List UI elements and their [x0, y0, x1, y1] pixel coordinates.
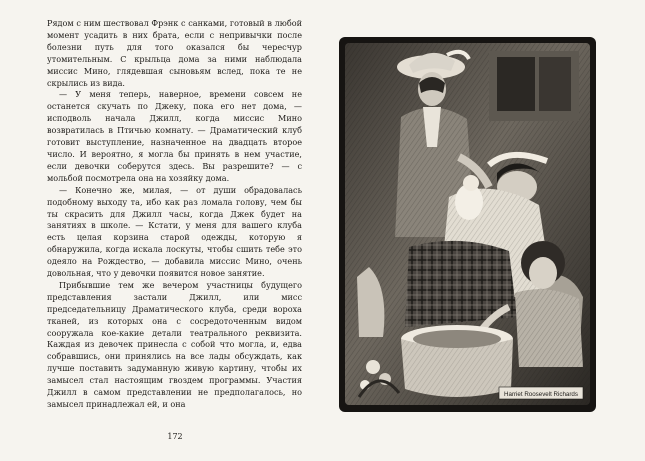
illustration: [339, 37, 596, 412]
artist-signature: Harriet Roosevelt Richards: [504, 391, 578, 398]
paragraph: Рядом с ним шествовал Фрэнк с санками, готовый в любой момент усадить в них брата, если с непривычки после болезни путь для того оказался бы чересчур утомительным. С крыльца дома за ними наблюдала миссис Мино, глядевшая сыновьям вслед, пока те не скрылись из вида.: [47, 18, 302, 88]
page-number: 172: [167, 432, 183, 441]
paragraph: Прибывшие тем же вечером участницы будущего представления застали Джилл, или мисс председательницу Драматического клуба, среди вороха тканей, из которых она с сосредоточенным видом сооружала кое-какие детали театрального реквизита. Каждая из девочек принесла с собой что могла, и, едва собравшись, они принялись на все лады обсуждать, как лучше поставить задуманную живую картину, чтобы их замысел стал настоящим гвоздем программы. Участия Джилл в самом представлении не предполагалось, но замысел принадлежал ей, и она: [47, 279, 302, 409]
paragraph: — У меня теперь, наверное, времени совсем не останется скучать по Джеку, пока его нет дома, — исподволь начала Джилл, когда миссис Мино возвратилась в Птичью комнату. — Драматический клуб готовит выступление, назначенное на двадцать второе число. И вероятно, я могла бы принять в нем участие, если девочки соберутся здесь. Вы разрешите? — с мольбой посмотрела она на хозяйку дома.: [47, 89, 302, 183]
text-column: [47, 18, 302, 411]
paragraph: — Конечно же, милая, — от души обрадовалась подобному выходу та, ибо как раз ломала голову, чем бы ты скрасить для Джилл часы, когда Джек будет на занятиях в школе. — Кстати, у меня для вашего клуба есть целая корзина старой одежды, которую я обнаружила, когда искала лоскуты, чтобы сшить тебе это одеяло на Рождество, — добавила миссис Мино, очень довольная, что у девочки появится новое занятие.: [47, 184, 302, 279]
window: [497, 57, 535, 111]
hat-box: [401, 325, 513, 397]
